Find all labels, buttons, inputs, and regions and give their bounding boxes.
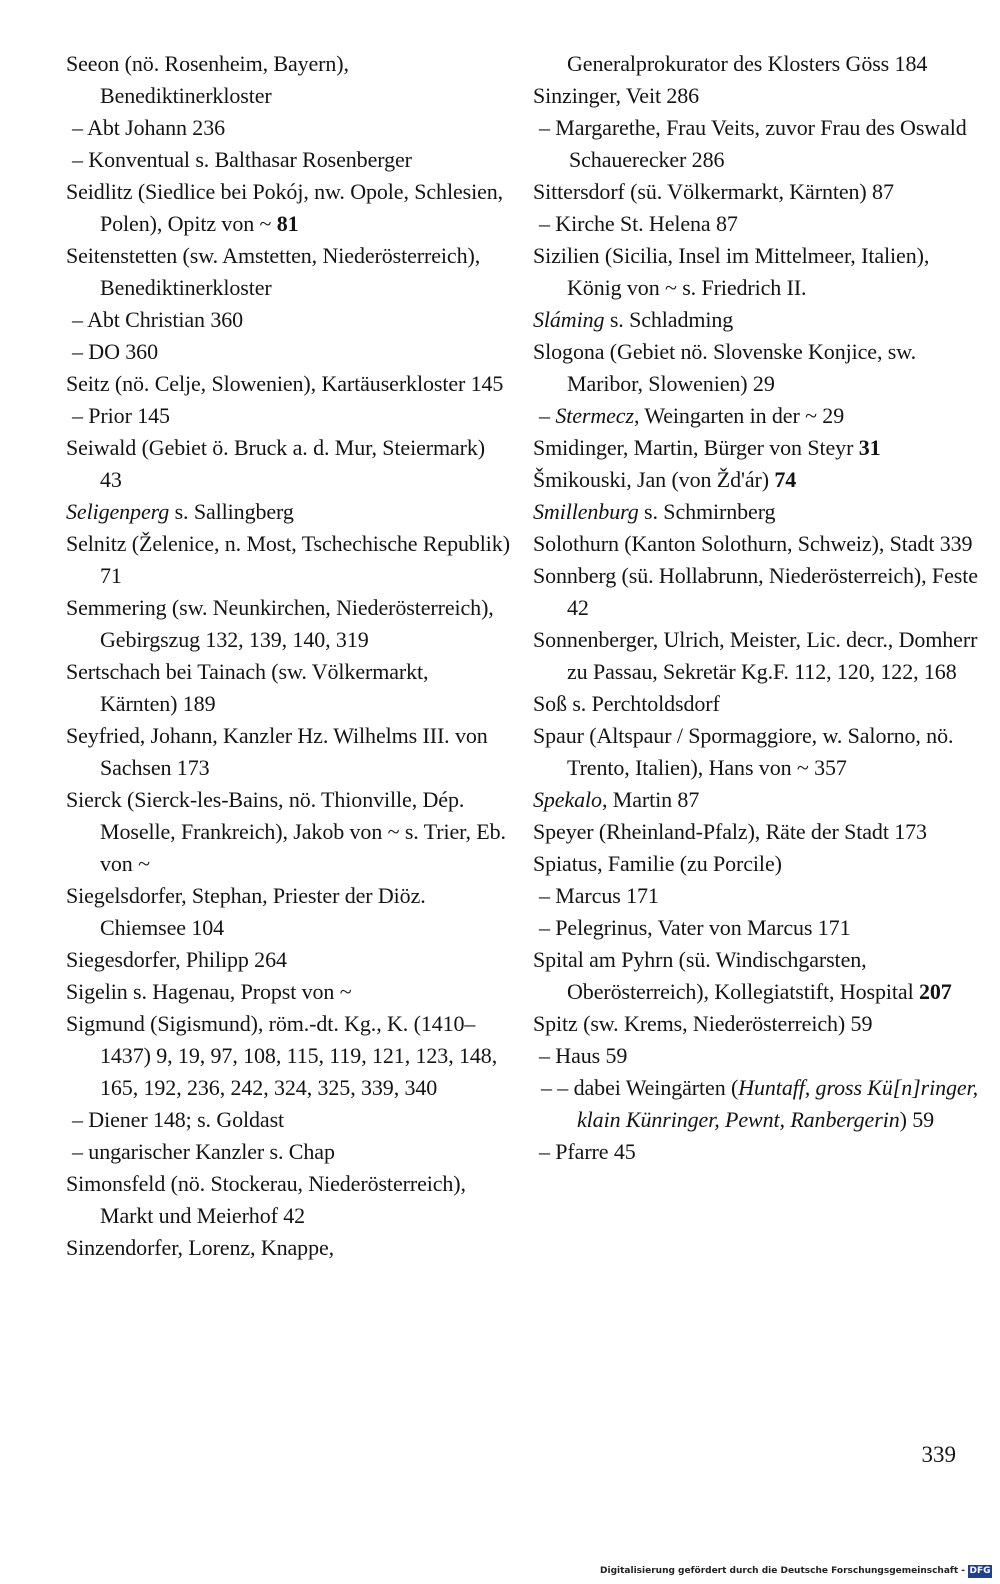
entry-text-segment: Sertschach bei Tainach (sw. Völkermarkt, Kärnten) 189 — [66, 659, 429, 716]
entry-text-segment: Seitenstetten (sw. Amstetten, Niederösterreich), Benediktinerkloster — [66, 243, 481, 300]
entry-text-segment: 207 — [918, 979, 952, 1004]
entry-text-segment: – Kirche St. Helena 87 — [539, 211, 738, 236]
index-entry — [533, 560, 978, 624]
footer-credit — [600, 1562, 992, 1580]
index-column-right — [533, 48, 978, 1168]
entry-text-segment: – – dabei Weingärten ( — [541, 1075, 739, 1100]
footer-text: Digitalisierung gefördert durch die Deutsche Forschungsgemeinschaft - — [600, 1566, 965, 1576]
entry-text-segment: Speyer (Rheinland-Pfalz), Räte der Stadt 173 — [533, 819, 927, 844]
entry-text-segment: Spaur (Altspaur / Spormaggiore, w. Salorno, nö. Trento, Italien), Hans von ~ 357 — [533, 723, 954, 780]
entry-text-segment: Slogona (Gebiet nö. Slovenske Konjice, sw. Maribor, Slowenien) 29 — [533, 339, 916, 396]
entry-text-segment: – Abt Christian 360 — [72, 307, 244, 332]
entry-text-segment: Semmering (sw. Neunkirchen, Niederösterreich), Gebirgszug 132, 139, 140, 319 — [66, 595, 494, 652]
entry-text-segment: Sigmund (Sigismund), röm.-dt. Kg., K. (1410–1437) 9, 19, 97, 108, 115, 119, 121, 123, 148, 165, 192, 236, 242, 324, 325, 339, 340 — [66, 1011, 498, 1100]
index-entry — [533, 240, 978, 304]
index-column-left — [66, 48, 511, 1264]
index-entry — [66, 176, 511, 240]
index-entry — [533, 432, 978, 464]
entry-text-segment: Huntaff, gross Kü[n]ringer, klain Künringer, Pewnt, Ranbergerin — [577, 1075, 978, 1132]
index-subentry — [533, 208, 978, 240]
entry-text-segment: Seitz (nö. Celje, Slowenien), Kartäuserkloster 145 — [66, 371, 504, 396]
index-subentry — [533, 880, 978, 912]
entry-text-segment: Šmikouski, Jan (von Žd'ár) — [533, 467, 775, 492]
index-subentry — [66, 304, 511, 336]
index-entry — [533, 1008, 978, 1040]
entry-text-segment: Sittersdorf (sü. Völkermarkt, Kärnten) 87 — [533, 179, 894, 204]
entry-text-segment: Simonsfeld (nö. Stockerau, Niederösterreich), Markt und Meierhof 42 — [66, 1171, 466, 1228]
entry-text-segment: Spitz (sw. Krems, Niederösterreich) 59 — [533, 1011, 873, 1036]
entry-text-segment: 31 — [858, 435, 881, 460]
entry-text-segment: – Abt Johann 236 — [72, 115, 226, 140]
index-subentry — [533, 112, 978, 176]
entry-text-segment: – Pfarre 45 — [539, 1139, 636, 1164]
index-subentry — [66, 336, 511, 368]
index-entry — [533, 176, 978, 208]
entry-text-segment: s. Schladming — [604, 307, 734, 332]
entry-text-segment: Seidlitz (Siedlice bei Pokój, nw. Opole, Schlesien, Polen), Opitz von ~ — [66, 179, 504, 236]
entry-text-segment: – DO 360 — [72, 339, 158, 364]
index-entry — [66, 720, 511, 784]
index-entry — [66, 368, 511, 400]
index-entry — [66, 48, 511, 112]
index-entry — [66, 880, 511, 944]
entry-text-segment: Spekalo — [533, 787, 602, 812]
entry-text-segment: – Diener 148; s. Goldast — [72, 1107, 285, 1132]
entry-text-segment: Sizilien (Sicilia, Insel im Mittelmeer, Italien), König von ~ s. Friedrich II. — [533, 243, 930, 300]
index-entry — [533, 944, 978, 1008]
entry-text-segment: Seeon (nö. Rosenheim, Bayern), Benediktinerkloster — [66, 51, 349, 108]
index-entry — [66, 432, 511, 496]
index-entry — [66, 1168, 511, 1232]
entry-text-segment: , Martin 87 — [601, 787, 700, 812]
index-entry — [66, 592, 511, 656]
index-entry — [533, 48, 978, 80]
entry-text-segment: Seligenperg — [66, 499, 170, 524]
entry-text-segment: ) 59 — [899, 1107, 935, 1132]
entry-text-segment: s. Schmirnberg — [638, 499, 776, 524]
entry-text-segment: Spital am Pyhrn (sü. Windischgarsten, Oberösterreich), Kollegiatstift, Hospital — [533, 947, 919, 1004]
index-entry — [533, 688, 978, 720]
entry-text-segment: Sláming — [533, 307, 605, 332]
entry-text-segment: Sinzinger, Veit 286 — [533, 83, 700, 108]
index-subentry — [66, 1104, 511, 1136]
entry-text-segment: Siegelsdorfer, Stephan, Priester der Diöz. Chiemsee 104 — [66, 883, 426, 940]
index-entry — [533, 848, 978, 880]
entry-text-segment: , Weingarten in der ~ 29 — [633, 403, 845, 428]
index-entry — [66, 656, 511, 720]
entry-text-segment: Sigelin s. Hagenau, Propst von ~ — [66, 979, 352, 1004]
index-entry — [533, 80, 978, 112]
entry-text-segment: Smillenburg — [533, 499, 639, 524]
index-entry — [533, 816, 978, 848]
entry-text-segment: Soß s. Perchtoldsdorf — [533, 691, 720, 716]
index-subentry — [533, 400, 978, 432]
index-subentry — [66, 400, 511, 432]
entry-text-segment: Seiwald (Gebiet ö. Bruck a. d. Mur, Steiermark) 43 — [66, 435, 486, 492]
index-entry — [66, 240, 511, 304]
entry-text-segment: – Margarethe, Frau Veits, zuvor Frau des Oswald Schauerecker 286 — [539, 115, 967, 172]
entry-text-segment: – Prior 145 — [72, 403, 170, 428]
index-subentry — [533, 1136, 978, 1168]
index-entry — [533, 720, 978, 784]
dfg-logo: DFG — [969, 1565, 991, 1576]
entry-text-segment: Sinzendorfer, Lorenz, Knappe, — [66, 1235, 335, 1260]
entry-text-segment: – Marcus 171 — [539, 883, 659, 908]
index-entry — [66, 976, 511, 1008]
index-entry — [533, 784, 978, 816]
index-entry — [533, 528, 978, 560]
index-entry — [533, 624, 978, 688]
entry-text-segment: Seyfried, Johann, Kanzler Hz. Wilhelms III. von Sachsen 173 — [66, 723, 488, 780]
index-entry — [533, 496, 978, 528]
entry-text-segment: Solothurn (Kanton Solothurn, Schweiz), Stadt 339 — [533, 531, 973, 556]
entry-text-segment: Sierck (Sierck-les-Bains, nö. Thionville, Dép. Moselle, Frankreich), Jakob von ~ s. Trier, Eb. von ~ — [66, 787, 506, 876]
entry-text-segment: s. Sallingberg — [169, 499, 294, 524]
index-subentry — [533, 1040, 978, 1072]
entry-text-segment: – Haus 59 — [539, 1043, 628, 1068]
page-number: 339 — [921, 1442, 956, 1467]
entry-text-segment: 81 — [276, 211, 299, 236]
entry-text-segment: Sonnenberger, Ulrich, Meister, Lic. decr., Domherr zu Passau, Sekretär Kg.F. 112, 120, 122, 168 — [533, 627, 978, 684]
index-entry — [66, 496, 511, 528]
entry-text-segment: – — [539, 403, 556, 428]
index-entry — [533, 304, 978, 336]
index-entry — [66, 784, 511, 880]
index-entry — [533, 464, 978, 496]
entry-text-segment: Smidinger, Martin, Bürger von Steyr — [533, 435, 859, 460]
entry-text-segment: Siegesdorfer, Philipp 264 — [66, 947, 287, 972]
entry-text-segment: Spiatus, Familie (zu Porcile) — [533, 851, 782, 876]
entry-text-segment: – ungarischer Kanzler s. Chap — [72, 1139, 335, 1164]
index-entry — [66, 1232, 511, 1264]
entry-text-segment: Stermecz — [555, 403, 634, 428]
entry-text-segment: 74 — [774, 467, 797, 492]
index-entry — [66, 528, 511, 592]
entry-text-segment: Generalprokurator des Klosters Göss 184 — [567, 51, 928, 76]
index-subentry — [533, 1072, 978, 1136]
entry-text-segment: – Konventual s. Balthasar Rosenberger — [72, 147, 412, 172]
index-subentry — [66, 112, 511, 144]
index-entry — [533, 336, 978, 400]
index-subentry — [66, 1136, 511, 1168]
index-subentry — [533, 912, 978, 944]
index-entry — [66, 1008, 511, 1104]
entry-text-segment: Selnitz (Želenice, n. Most, Tschechische Republik) 71 — [66, 531, 510, 588]
index-entry — [66, 944, 511, 976]
index-subentry — [66, 144, 511, 176]
entry-text-segment: Sonnberg (sü. Hollabrunn, Niederösterreich), Feste 42 — [533, 563, 978, 620]
entry-text-segment: – Pelegrinus, Vater von Marcus 171 — [539, 915, 851, 940]
